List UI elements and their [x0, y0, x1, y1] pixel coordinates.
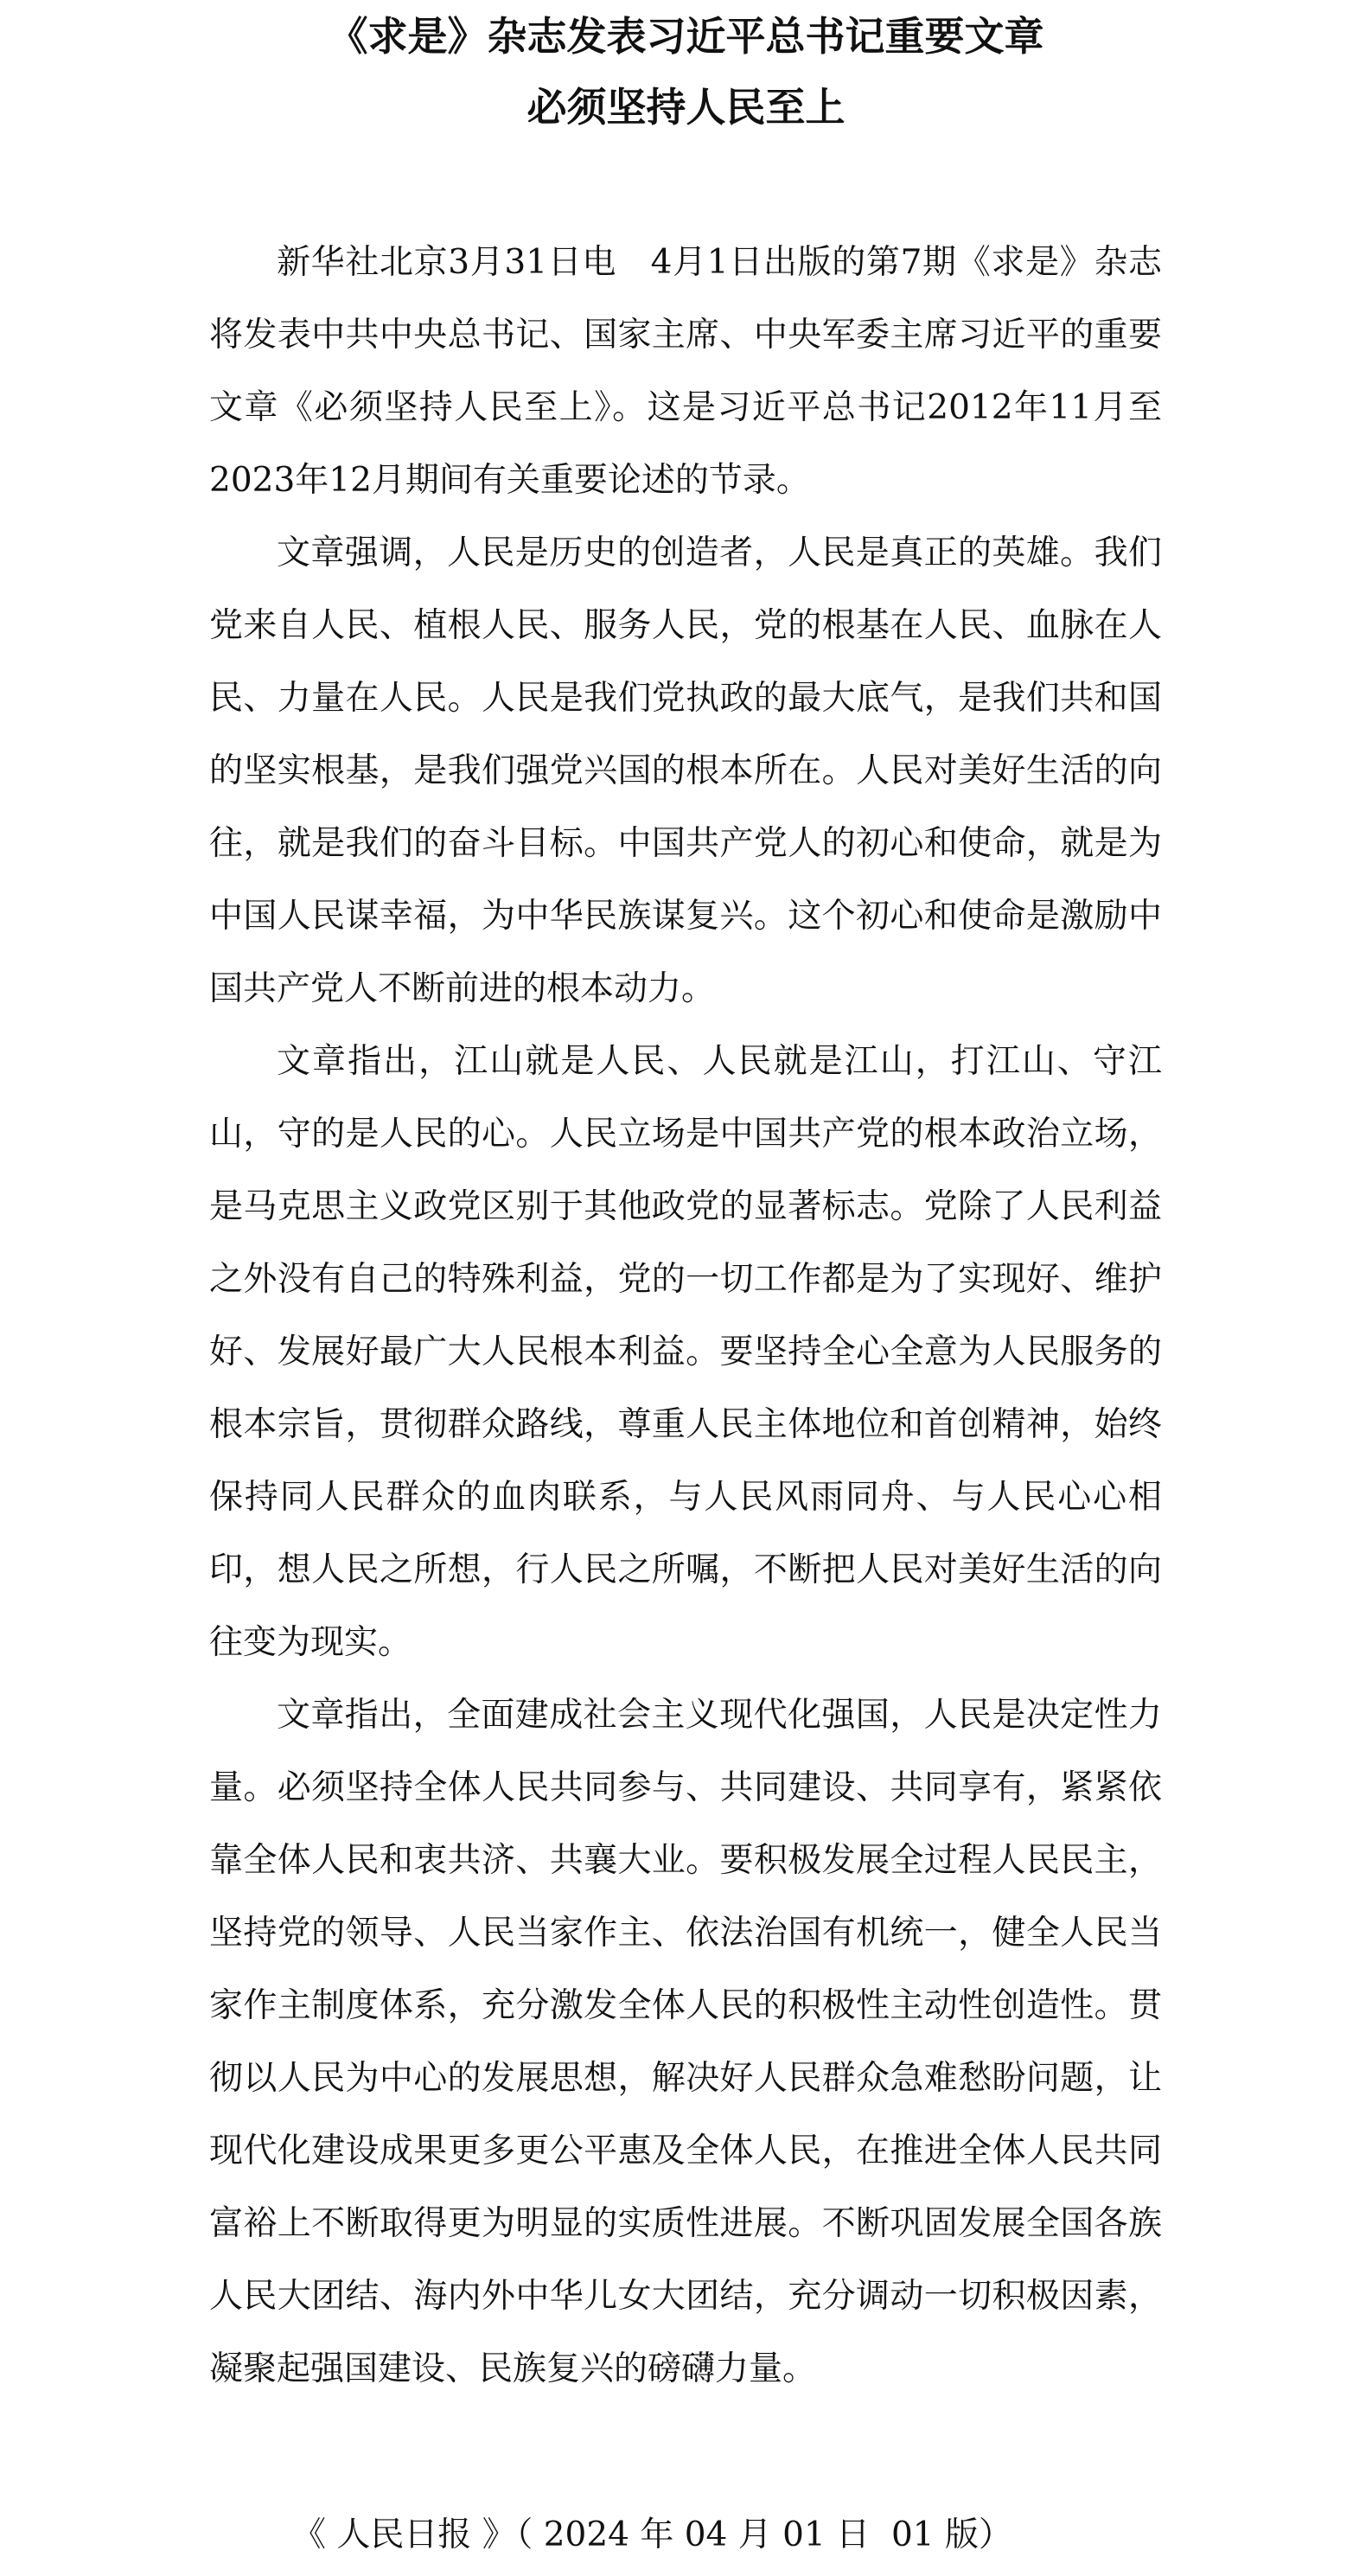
paragraph-1: 新华社北京3月31日电 4月1日出版的第7期《求是》杂志将发表中共中央总书记、国家主席、中央军委主席习近平的重要文章《必须坚持人民至上》。这是习近平总书记2012年11月至2023年12月期间有关重要论述的节录。	[209, 243, 1162, 500]
article-body	[209, 227, 1162, 2406]
paragraph-4: 文章指出，全面建成社会主义现代化强国，人民是决定性力量。必须坚持全体人民共同参与、共同建设、共同享有，紧紧依靠全体人民和衷共济、共襄大业。要积极发展全过程人民民主，坚持党的领导、人民当家作主、依法治国有机统一，健全人民当家作主制度体系，充分激发全体人民的积极性主动性创造性。贯彻以人民为中心的发展思想，解决好人民群众急难愁盼问题，让现代化建设成果更多更公平惠及全体人民，在推进全体人民共同富裕上不断取得更为明显的实质性进展。不断巩固发展全国各族人民大团结、海内外中华儿女大团结，充分调动一切积极因素，凝聚起强国建设、民族复兴的磅礴力量。	[209, 1696, 1162, 2388]
paragraph-3: 文章指出，江山就是人民、人民就是江山，打江山、守江山，守的是人民的心。人民立场是中国共产党的根本政治立场，是马克思主义政党区别于其他政党的显著标志。党除了人民利益之外没有自己的特殊利益，党的一切工作都是为了实现好、维护好、发展好最广大人民根本利益。要坚持全心全意为人民服务的根本宗旨，贯彻群众路线，尊重人民主体地位和首创精神，始终保持同人民群众的血肉联系，与人民风雨同舟、与人民心心相印，想人民之所想，行人民之所嘱，不断把人民对美好生活的向往变为现实。	[209, 1042, 1162, 1662]
article-subtitle: 必须坚持人民至上	[526, 84, 846, 131]
article-title: 《求是》杂志发表习近平总书记重要文章	[328, 13, 1044, 60]
paragraph-2: 文章强调，人民是历史的创造者，人民是真正的英雄。我们党来自人民、植根人民、服务人民，党的根基在人民、血脉在人民、力量在人民。人民是我们党执政的最大底气，是我们共和国的坚实根基，是我们强党兴国的根本所在。人民对美好生活的向往，就是我们的奋斗目标。中国共产党人的初心和使命，就是为中国人民谋幸福，为中华民族谋复兴。这个初心和使命是激励中国共产党人不断前进的根本动力。	[209, 534, 1162, 1008]
source-citation: 《 人民日报 》（ 2024 年 04 月 01 日 01 版）	[292, 2515, 1012, 2554]
